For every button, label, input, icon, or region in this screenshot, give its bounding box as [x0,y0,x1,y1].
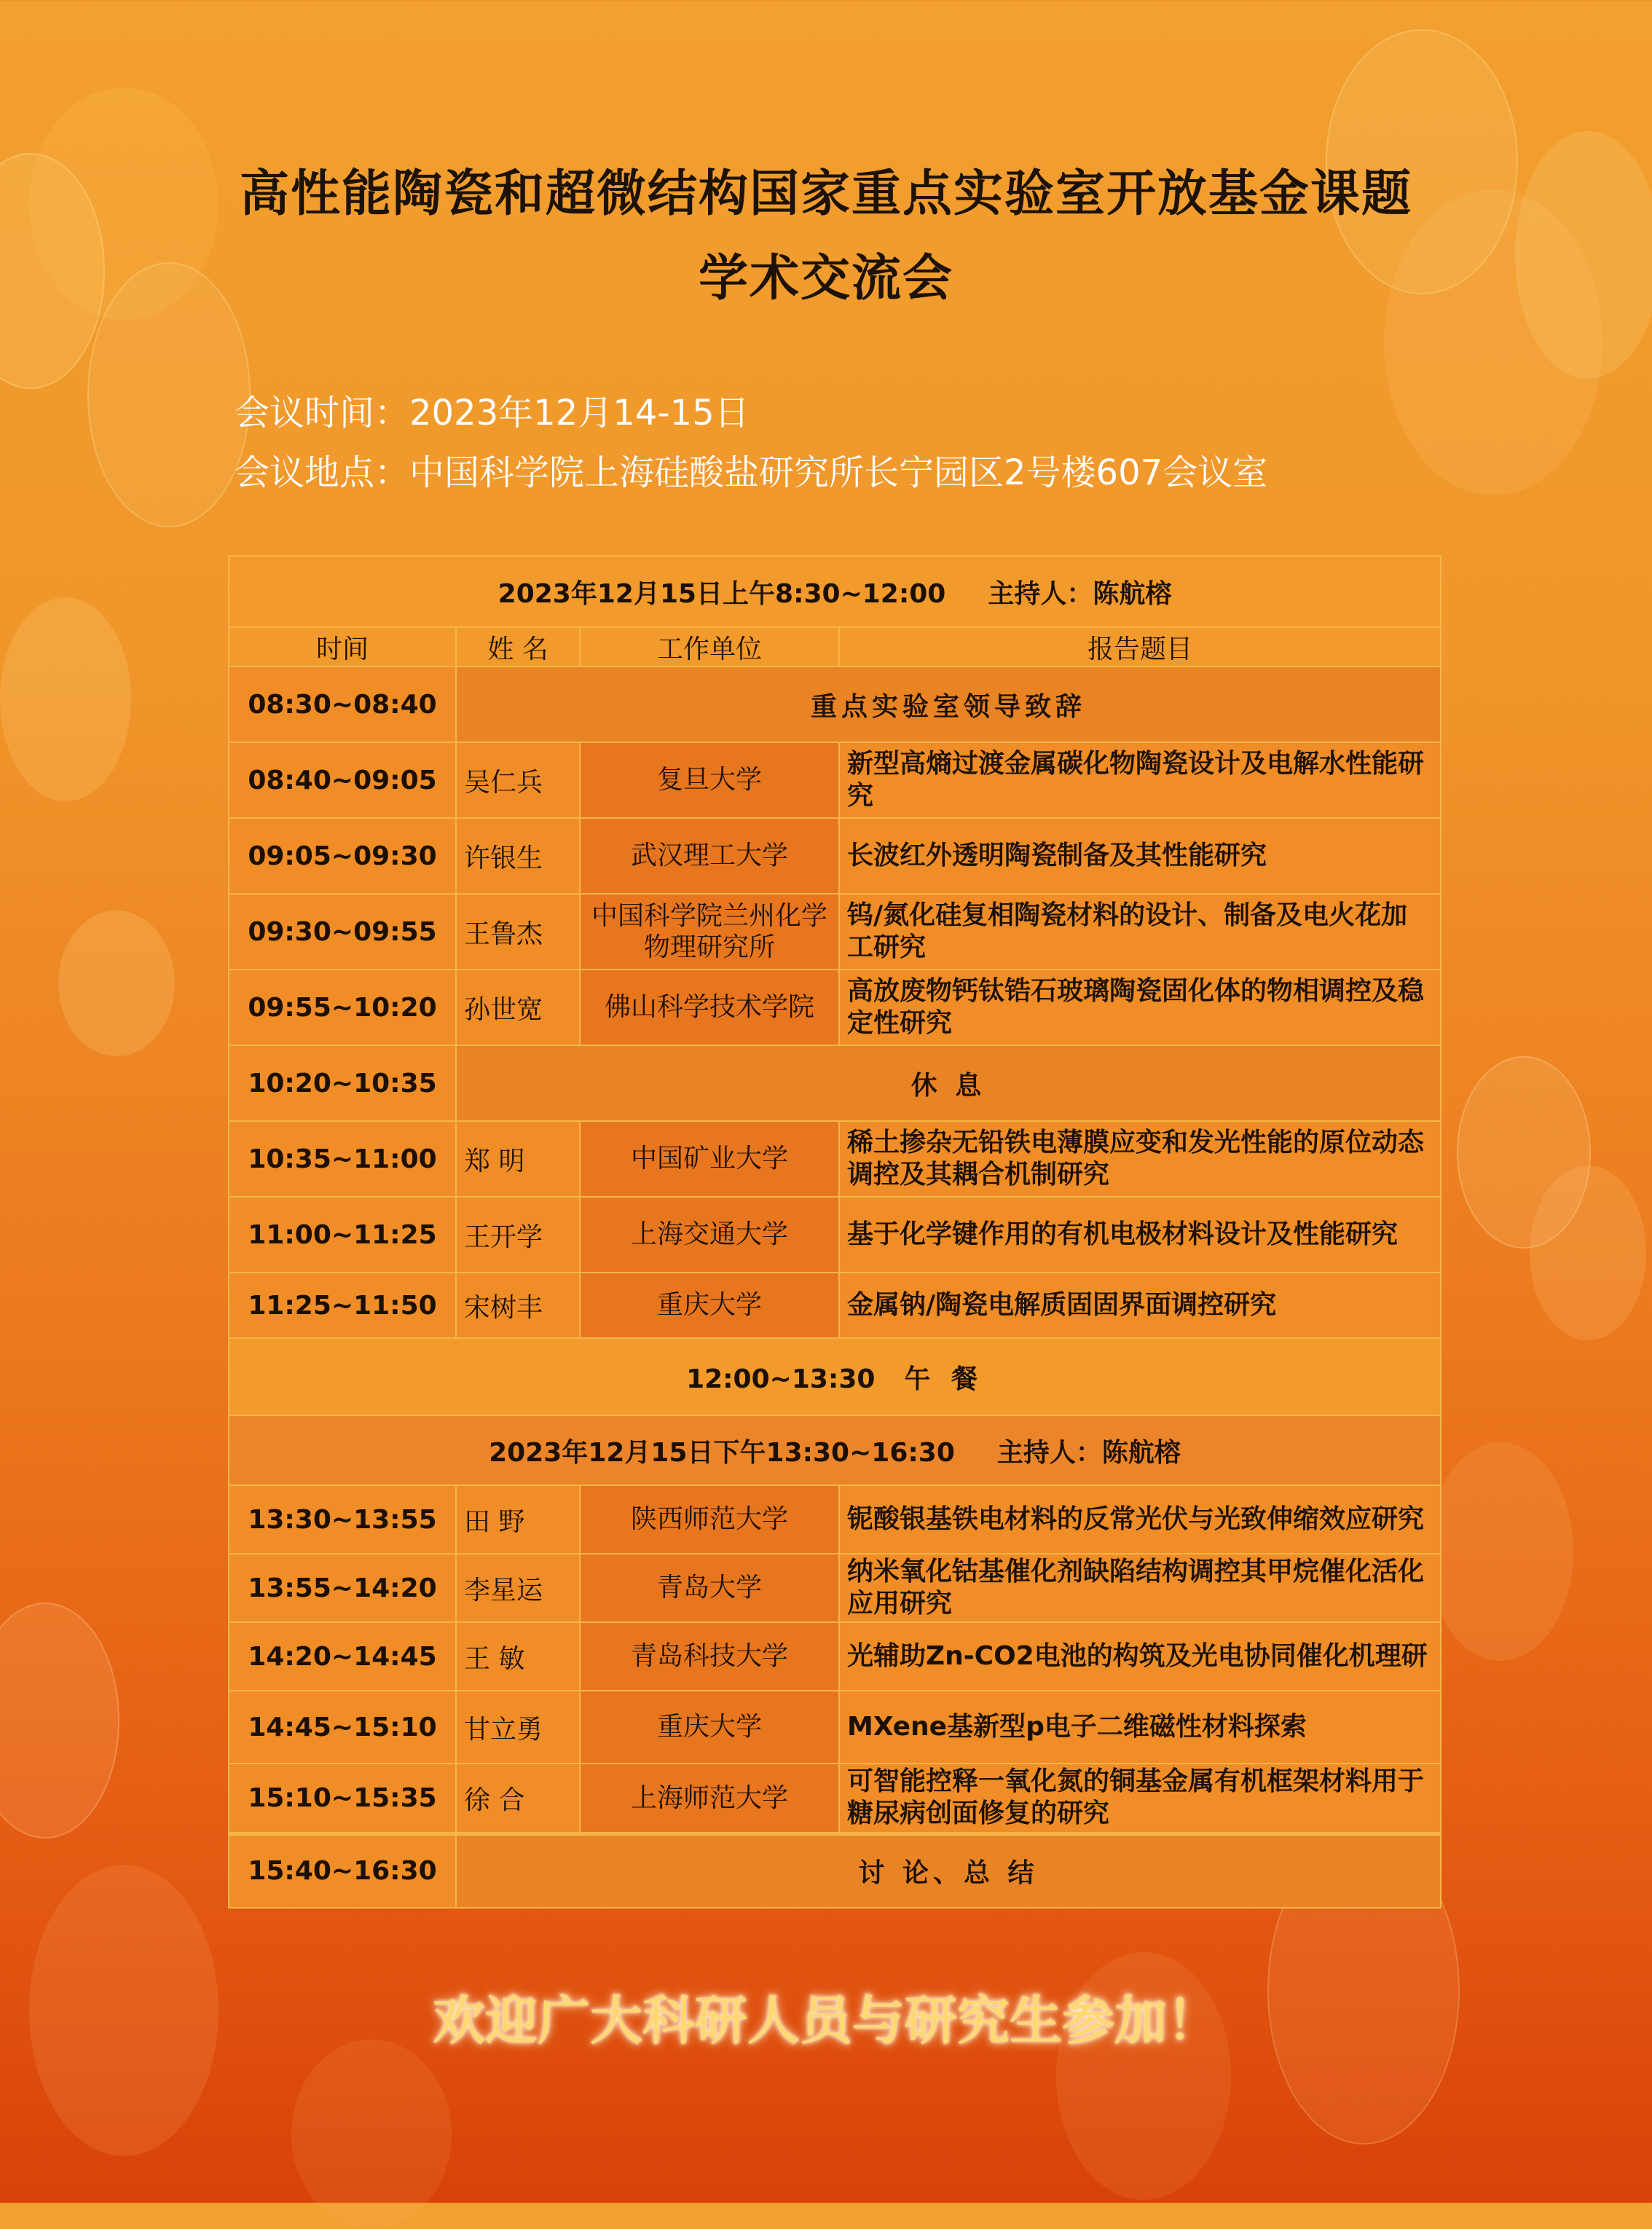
row-topic: 基于化学键作用的有机电极材料设计及性能研究 [839,1197,1441,1273]
row-time: 13:55~14:20 [229,1554,456,1622]
row-name: 徐 合 [456,1764,580,1833]
row-time: 08:30~08:40 [229,667,456,742]
row-time: 10:35~11:00 [229,1121,456,1197]
row-time: 11:00~11:25 [229,1197,456,1273]
meeting-time [235,385,750,435]
row-time: 09:55~10:20 [229,970,456,1045]
row-time: 11:25~11:50 [229,1273,456,1338]
lunch-label: 午 餐 [904,1364,983,1394]
row-name: 甘立勇 [456,1691,580,1764]
row-topic: 钨/氮化硅复相陶瓷材料的设计、制备及电火花加工研究 [839,894,1441,970]
afternoon-session-header [229,1415,1441,1485]
afternoon-session-host: 主持人：陈航榕 [996,1437,1181,1468]
row-topic: 可智能控释一氧化氮的铜基金属有机框架材料用于糖尿病创面修复的研究 [839,1764,1441,1833]
row-time: 10:20~10:35 [229,1045,456,1121]
row-unit: 上海师范大学 [580,1764,839,1833]
row-time: 09:30~09:55 [229,894,456,970]
table-row [229,1273,1441,1338]
table-row [229,1045,1441,1121]
table-row [229,1554,1441,1622]
row-topic: 铌酸银基铁电材料的反常光伏与光致伸缩效应研究 [839,1485,1441,1554]
table-row [229,1622,1441,1691]
meeting-place-value: 中国科学院上海硅酸盐研究所长宁园区2号楼607会议室 [409,452,1268,493]
morning-session-header [229,556,1441,627]
row-unit: 中国矿业大学 [580,1121,839,1197]
row-topic: 金属钠/陶瓷电解质固固界面调控研究 [839,1273,1441,1338]
row-center-label: 休 息 [456,1045,1441,1121]
row-unit: 重庆大学 [580,1691,839,1764]
row-topic: 光辅助Zn-CO2电池的构筑及光电协同催化机理研 [839,1622,1441,1691]
row-topic: 长波红外透明陶瓷制备及其性能研究 [839,818,1441,894]
row-name: 田 野 [456,1485,580,1554]
row-name: 孙世宽 [456,970,580,1045]
row-time: 15:10~15:35 [229,1764,456,1833]
column-header-unit: 工作单位 [580,627,839,667]
morning-session-host: 主持人：陈航榕 [988,578,1172,609]
row-name: 吴仁兵 [456,742,580,818]
row-unit: 重庆大学 [580,1273,839,1338]
row-center-label: 讨 论、总 结 [456,1833,1441,1908]
row-name: 王鲁杰 [456,894,580,970]
row-unit: 青岛大学 [580,1554,839,1622]
row-time: 15:40~16:30 [229,1833,456,1908]
row-unit: 佛山科学技术学院 [580,970,839,1045]
row-name: 王开学 [456,1197,580,1273]
row-topic: 新型高熵过渡金属碳化物陶瓷设计及电解水性能研究 [839,742,1441,818]
meeting-place-label: 会议地点： [235,452,410,493]
welcome-banner: 欢迎广大科研人员与研究生参加！ [432,1990,1219,2051]
schedule-table [228,555,1441,1908]
row-unit: 中国科学院兰州化学物理研究所 [580,894,839,970]
column-header-time: 时间 [229,627,456,667]
row-time: 14:45~15:10 [229,1691,456,1764]
lunch-break-row [229,1338,1441,1415]
column-header-row [229,627,1441,667]
row-unit: 复旦大学 [580,742,839,818]
row-name: 郑 明 [456,1121,580,1197]
morning-session-time: 2023年12月15日上午8:30~12:00 [497,578,946,609]
row-topic: MXene基新型p电子二维磁性材料探索 [839,1691,1441,1764]
table-row [229,742,1441,818]
column-header-topic: 报告题目 [839,627,1441,667]
table-row [229,1485,1441,1554]
table-row [229,894,1441,970]
table-row [229,1691,1441,1764]
table-row [229,667,1441,742]
row-topic: 稀土掺杂无铅铁电薄膜应变和发光性能的原位动态调控及其耦合机制研究 [839,1121,1441,1197]
meeting-time-label: 会议时间： [235,393,410,433]
row-topic: 高放废物钙钛锆石玻璃陶瓷固化体的物相调控及稳定性研究 [839,970,1441,1045]
table-row [229,1833,1441,1908]
meeting-place [235,444,1267,495]
table-row [229,818,1441,894]
row-name: 王 敏 [456,1622,580,1691]
row-unit: 陕西师范大学 [580,1485,839,1554]
row-unit: 青岛科技大学 [580,1622,839,1691]
row-time: 08:40~09:05 [229,742,456,818]
row-topic: 纳米氧化钴基催化剂缺陷结构调控其甲烷催化活化应用研究 [839,1554,1441,1622]
row-name: 许银生 [456,818,580,894]
row-name: 李星运 [456,1554,580,1622]
table-row [229,1197,1441,1273]
title-line-1: 高性能陶瓷和超微结构国家重点实验室开放基金课题 [239,165,1412,223]
row-time: 09:05~09:30 [229,818,456,894]
row-name: 宋树丰 [456,1273,580,1338]
meeting-time-value: 2023年12月14-15日 [409,393,750,433]
column-header-name: 姓 名 [456,627,580,667]
row-time: 13:30~13:55 [229,1485,456,1554]
table-row [229,1121,1441,1197]
row-center-label: 重点实验室领导致辞 [456,667,1441,742]
table-row [229,1764,1441,1833]
row-unit: 武汉理工大学 [580,818,839,894]
title-line-2: 学术交流会 [698,250,953,307]
lunch-time: 12:00~13:30 [686,1364,876,1394]
row-time: 14:20~14:45 [229,1622,456,1691]
table-row [229,970,1441,1045]
afternoon-session-time: 2023年12月15日下午13:30~16:30 [489,1437,955,1468]
row-unit: 上海交通大学 [580,1197,839,1273]
